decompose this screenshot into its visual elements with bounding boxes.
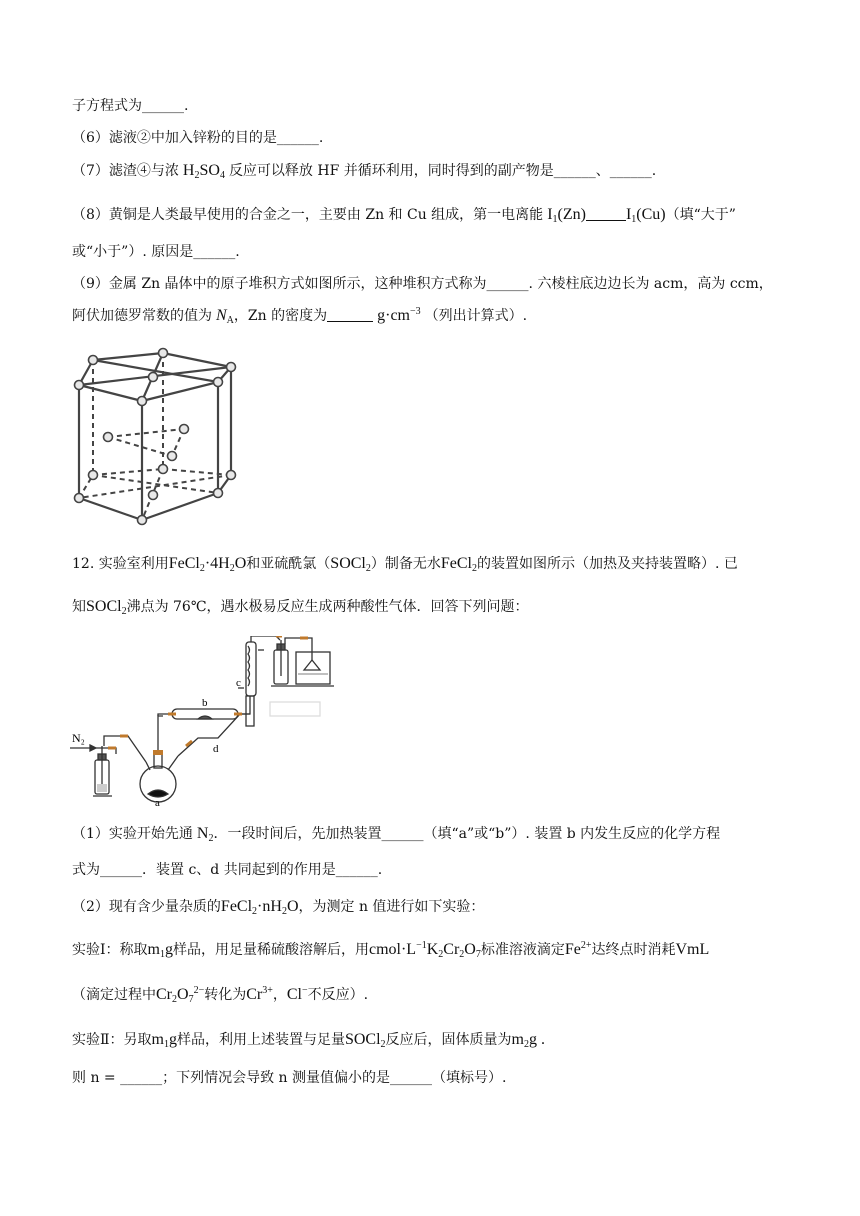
label-d: d (213, 743, 219, 755)
question-8: （8）黄铜是人类最早使用的合金之一，主要由 Zn 和 Cu 组成，第一电离能 $I_1(Zn)$ $I_1(Cu)$（填“大于” (72, 206, 736, 225)
label-b: b (202, 697, 208, 709)
label-c: c (236, 677, 241, 689)
question-12-part-2: （2）现有含少量杂质的$FeCl_2\cdot nH_2O$，为测定 n 值进行如下实验： (72, 898, 485, 917)
label-N2: N₂ (72, 731, 85, 745)
experiment-1-continued: （滴定过程中$Cr_2O_7^{2-}$转化为$Cr^{3+}$，Cl−不反应）. (72, 985, 369, 1005)
question-12-intro: 12. 实验室利用$FeCl_2\cdot 4H_2O$和亚硫酰氯（SOCl$_2$）制备无水FeCl$_2$的装置如图所示（加热及夹持装置略）. 已 (72, 555, 738, 574)
experiment-1: 实验Ⅰ：称取$m_1g$样品，用足量稀硫酸溶解后，用$cmol\cdot L^{-1}K_2Cr_2O_7$标准溶液滴定$Fe^{2+}$达终点时消耗VmL (72, 940, 710, 960)
question-9: （9）金属 Zn 晶体中的原子堆积方式如图所示，这种堆积方式称为______. 六棱柱底边边长为 acm，高为 ccm， (72, 276, 773, 292)
question-7: （7）滤渣④与浓 $H_2SO_4$ 反应可以释放 HF 并循环利用，同时得到的副产物是______、______. (72, 162, 657, 181)
final-question: 则 n = ______；下列情况会导致 n 测量值偏小的是______（填标号）. (72, 1070, 507, 1086)
question-12-part-1-continued: 式为______．装置 c、d 共同起到的作用是______. (72, 862, 383, 878)
question-12-intro-continued: 知SOCl$_2$沸点为 76℃，遇水极易反应生成两种酸性气体．回答下列问题： (72, 598, 529, 617)
hcp-crystal-figure (68, 345, 240, 530)
text-line-ionic-equation: 子方程式为______. (72, 98, 189, 114)
question-9-continued: 阿伏加德罗常数的值为 $N_A$，Zn 的密度为 $g\cdot cm^{-3}$ （列出计算式）. (72, 306, 528, 326)
question-12-part-1: （1）实验开始先通 $N_2$．一段时间后，先加热装置______（填“a”或“b”）. 装置 b 内发生反应的化学方程 (72, 825, 721, 844)
experiment-2: 实验Ⅱ：另取$m_1g$样品，利用上述装置与足量SOCl$_2$反应后，固体质量为$m_2g$ . (72, 1031, 545, 1050)
label-a: a (155, 797, 160, 808)
question-6: （6）滤液②中加入锌粉的目的是______. (72, 130, 324, 146)
question-8-continued: 或“小于”）. 原因是______. (72, 244, 240, 260)
apparatus-figure (68, 636, 338, 808)
